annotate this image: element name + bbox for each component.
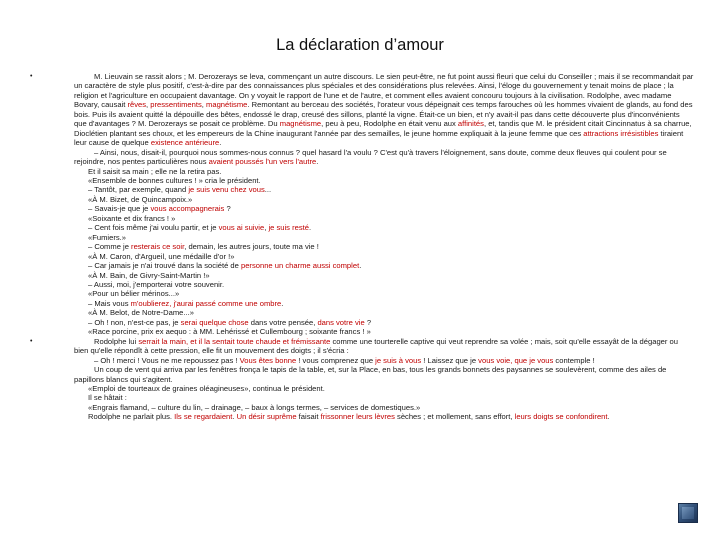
text-line xyxy=(74,289,694,298)
text-run: . xyxy=(219,138,222,148)
text-run: «À M. Bain, de Givry-Saint-Martin !» xyxy=(88,270,210,280)
text-line xyxy=(74,167,694,176)
text-line xyxy=(74,412,694,421)
text-run: «Engrais flamand, – culture du lin, – drainage, – baux à longs termes, – services de domestiques.» xyxy=(88,402,421,412)
bullet-1: • xyxy=(30,73,33,80)
text-run: – Oh ! non, n'est-ce pas, je xyxy=(88,317,181,327)
paragraph-2-dialogue xyxy=(74,356,694,422)
document-body xyxy=(30,72,694,422)
text-run: Et il saisit sa main ; elle ne la retira pas. xyxy=(88,166,222,176)
text-run: «À M. Belot, de Notre-Dame...» xyxy=(88,308,194,318)
text-line xyxy=(74,327,694,336)
text-run: ! vous comprenez que xyxy=(296,355,376,365)
text-line xyxy=(74,214,694,223)
text-run: tiraient leur cause de quelque xyxy=(74,128,684,148)
text-run: ... xyxy=(264,185,272,195)
text-run: . xyxy=(316,157,319,167)
highlighted-phrase: dans votre vie xyxy=(317,317,365,327)
highlighted-phrase: je suis à vous xyxy=(375,355,422,365)
text-run: , xyxy=(201,100,207,110)
text-run: ? xyxy=(364,317,372,327)
page-title: La déclaration d’amour xyxy=(276,36,444,54)
paragraph-2-intro xyxy=(74,337,694,356)
text-run: – Mais vous xyxy=(88,298,131,308)
text-line xyxy=(74,271,694,280)
text-run: dans votre pensée, xyxy=(248,317,318,327)
text-run: , peu à peu, Rodolphe en était venu aux xyxy=(321,119,458,129)
text-line xyxy=(74,299,694,308)
text-line xyxy=(74,403,694,412)
highlighted-phrase: magnétisme xyxy=(279,119,322,129)
highlighted-phrase: resterais ce soir xyxy=(131,242,185,252)
highlighted-phrase: vous accompagnerais xyxy=(150,204,225,214)
text-run: , xyxy=(146,100,151,110)
text-line xyxy=(74,148,694,167)
text-run: – Comme je xyxy=(88,242,132,252)
text-run: . Remontant au berceau des sociétés, l'orateur vous dépeignait ces temps farouches où les hommes vivaient de glands, au fond des bois. Puis ils avaient quitté la dépouille des bêtes, endossé le drap, creusé des sillons, planté la vigne. Était-ce un bien, et n'y avait-il pas dans cette découverte plus d'inconvénients que d'avantages ? M. Derozerays se posait ce problème. Du xyxy=(74,100,693,129)
highlighted-phrase: avaient poussés l'un vers l'autre xyxy=(208,157,317,167)
text-run: – Ainsi, nous, disait-il, pourquoi nous sommes-nous connus ? quel hasard l'a voulu ? C'est qu'à travers l'éloignement, sans doute, comme deux fleuves qui coulent pour se rejoindre, nos pentes particulières nous xyxy=(74,147,667,167)
text-run: – Oh ! merci ! Vous ne me repoussez pas ! xyxy=(94,355,240,365)
text-line xyxy=(74,318,694,327)
highlighted-phrase: Ils se regardaient xyxy=(174,412,233,422)
text-run: , et, tandis que M. le président citait Cincinnatus à sa charrue, Dioclétien plantant ses choux, et les empereurs de la Chine inaugurant l'année par des semailles, le jeune homme expliquait à la jeune femme que ces xyxy=(74,119,692,138)
text-line xyxy=(74,185,694,194)
highlighted-phrase: vous voie, que je vous xyxy=(478,355,554,365)
text-run: – Savais-je que je xyxy=(88,204,151,214)
highlighted-phrase: leurs doigts se confondirent xyxy=(514,412,608,422)
text-run: Un coup de vent qui arriva par les fenêtres fronça le tapis de la table, et, sur la Place, en bas, tous les grands bonnets des paysannes se soulevèrent, comme des ailes de papillons blancs qui s'agitent. xyxy=(74,365,667,384)
highlighted-phrase: je suis resté xyxy=(268,223,309,233)
text-line xyxy=(74,384,694,393)
text-run: «Soixante et dix francs ! » xyxy=(88,213,176,223)
highlighted-phrase: magnétisme xyxy=(206,100,248,110)
text-run: contemple ! xyxy=(553,355,595,365)
text-run: «Fumiers.» xyxy=(88,232,126,242)
text-line xyxy=(74,204,694,213)
highlighted-phrase: existence antérieure xyxy=(150,138,220,148)
text-line xyxy=(74,252,694,261)
highlighted-phrase: personne un charme aussi complet xyxy=(240,261,360,271)
text-run: – Tantôt, par exemple, quand xyxy=(88,185,189,195)
highlighted-phrase: rêves xyxy=(127,100,147,110)
paragraph-1 xyxy=(30,72,694,337)
bullet-2: • xyxy=(30,337,33,345)
text-run: . xyxy=(607,412,610,422)
slide-nav-icon[interactable] xyxy=(678,503,698,523)
text-run: «Race porcine, prix ex aequo : à MM. Lehérissé et Cullembourg ; soixante francs ! » xyxy=(88,327,371,337)
paragraph-1-dialogue xyxy=(74,148,694,337)
text-line xyxy=(74,261,694,270)
text-run: «Ensemble de bonnes cultures ! » cria le président. xyxy=(88,175,261,185)
highlighted-phrase: serai quelque chose xyxy=(180,317,249,327)
text-run: M. Lieuvain se rassit alors ; M. Derozerays se leva, commençant un autre discours. Le sien peut-être, ne fut point aussi fleuri que celui du Conseiller ; mais il se recommandait par un caractère de style plus positif, c'est-à-dire par des connaissances plus spéciales et des considérations plus relevées. Ainsi, l'éloge du gouvernement y tenait moins de place ; la religion et l'agriculture en occupaient davantage. On y voyait le rapport de l'une et de l'autre, et comment elles avaient concouru toujours à la civilisation. Rodolphe, avec madame Bovary, causait xyxy=(74,72,694,110)
text-run: Rodolphe lui xyxy=(94,336,139,346)
text-run: «Emploi de tourteaux de graines oléagineuses», continua le président. xyxy=(88,383,325,393)
text-line xyxy=(74,356,694,365)
highlighted-phrase: serrait la main, et il la sentait toute chaude et frémissante xyxy=(138,336,331,346)
text-run: . xyxy=(308,223,312,233)
text-run: Il se hâtait : xyxy=(88,393,127,403)
highlighted-phrase: frissonner leurs lèvres xyxy=(320,412,395,422)
text-run: . xyxy=(232,412,237,422)
text-run: comme une tourterelle captive qui veut reprendre sa volée ; mais, soit qu'elle essayât de la dégager ou bien qu'elle répondît à cette pression, elle fit un mouvement des doigts ; il s'écria : xyxy=(74,336,678,356)
text-run: «À M. Caron, d'Argueil, une médaille d'or !» xyxy=(88,251,235,261)
highlighted-phrase: affinités xyxy=(457,119,484,129)
paragraph-2 xyxy=(30,337,694,422)
text-run: . xyxy=(281,298,284,308)
text-line xyxy=(74,195,694,204)
text-line xyxy=(74,176,694,185)
highlighted-phrase: je suis venu chez vous xyxy=(188,185,265,195)
text-line xyxy=(74,242,694,251)
text-run: – Car jamais je n'ai trouvé dans la société de xyxy=(88,261,241,271)
highlighted-phrase: m'oublierez, j'aurai passé comme une ombre xyxy=(130,298,282,308)
highlighted-phrase: Un désir suprême xyxy=(236,412,297,422)
text-line xyxy=(74,393,694,402)
text-run: «Pour un bélier mérinos...» xyxy=(88,289,180,299)
text-run: . xyxy=(359,261,362,271)
text-run: ! Laissez que je xyxy=(421,355,479,365)
highlighted-phrase: vous ai suivie xyxy=(218,223,265,233)
highlighted-phrase: Vous êtes bonne xyxy=(239,355,297,365)
text-line xyxy=(74,233,694,242)
paragraph-1-intro xyxy=(74,72,694,148)
text-run: , demain, les autres jours, toute ma vie ! xyxy=(184,242,319,252)
text-run: – Aussi, moi, j'emporterai votre souvenir. xyxy=(88,279,225,289)
text-line xyxy=(74,280,694,289)
text-run: Rodolphe ne parlait plus. xyxy=(88,412,175,422)
text-line xyxy=(74,308,694,317)
text-run: faisait xyxy=(296,412,321,422)
text-run: , xyxy=(264,223,269,233)
text-run: – Cent fois même j'ai voulu partir, et je xyxy=(88,223,219,233)
text-run: «À M. Bizet, de Quincampoix.» xyxy=(88,194,193,204)
text-line xyxy=(74,365,694,384)
text-run: sèches ; et mollement, sans effort, xyxy=(394,412,515,422)
text-run: ? xyxy=(224,204,231,214)
highlighted-phrase: pressentiments xyxy=(150,100,202,110)
highlighted-phrase: attractions irrésistibles xyxy=(583,128,659,138)
text-line xyxy=(74,223,694,232)
